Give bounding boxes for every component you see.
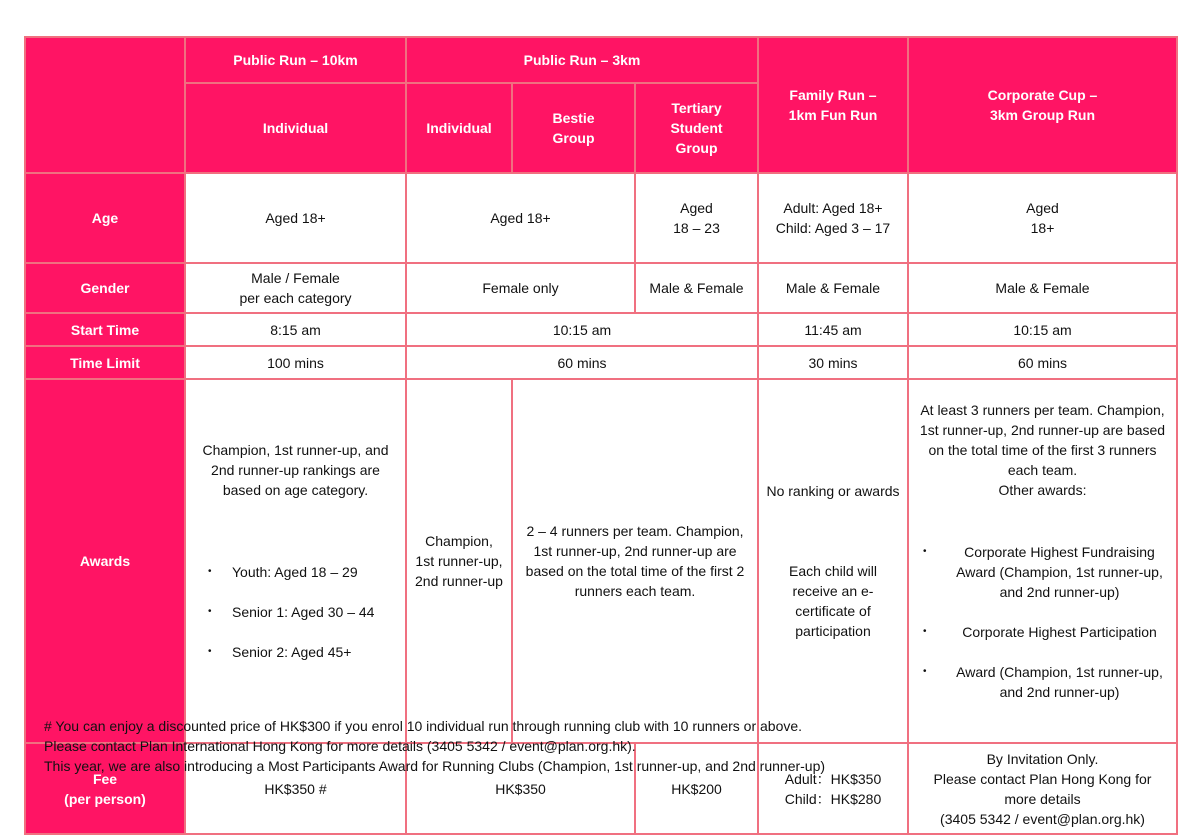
table-row xyxy=(25,346,1177,379)
limit-corporate: 60 mins xyxy=(908,346,1177,379)
fee-tertiary: HK$200 xyxy=(635,743,758,834)
fee-10km: HK$350 # xyxy=(185,743,406,834)
header-public-run-10km: Public Run – 10km xyxy=(185,37,406,83)
list-item: • Corporate Highest Fundraising Award (Champion, 1st runner-up, and 2nd runner-up) xyxy=(919,542,1172,602)
footnote-contact: Please contact Plan International Hong Kong for more details (3405 5342 / event@plan.org.hk). xyxy=(44,738,636,754)
limit-3km: 60 mins xyxy=(406,346,758,379)
row-label-time-limit: Time Limit xyxy=(25,346,185,379)
footnote-discount: # You can enjoy a discounted price of HK$300 if you enrol 10 individual run through running club with 10 runners or above. xyxy=(44,718,803,734)
corner-header-cell xyxy=(25,37,185,173)
fee-family: Adult：HK$350 Child：HK$280 xyxy=(758,743,908,834)
gender-tertiary: Male & Female xyxy=(635,263,758,313)
header-public-run-3km: Public Run – 3km xyxy=(406,37,758,83)
start-10km: 8:15 am xyxy=(185,313,406,346)
awards-family xyxy=(758,379,908,743)
footnote-running-clubs: This year, we are also introducing a Most Participants Award for Running Clubs (Champion, 1st runner-up, and 2nd runner-up) xyxy=(44,758,826,774)
age-3km: Aged 18+ xyxy=(406,173,635,263)
row-label-awards: Awards xyxy=(25,379,185,743)
table-row xyxy=(25,263,1177,313)
gender-3km: Female only xyxy=(406,263,635,313)
awards-individual-3km: Champion, 1st runner-up, 2nd runner-up xyxy=(406,379,512,743)
awards-group-3km: 2 – 4 runners per team. Champion, 1st runner-up, 2nd runner-up are based on the total time of the first 2 runners each team. xyxy=(512,379,758,743)
footnotes xyxy=(44,716,825,776)
age-category-list xyxy=(204,542,401,682)
age-tertiary: Aged 18 – 23 xyxy=(635,173,758,263)
list-item: • Youth: Aged 18 – 29 xyxy=(204,562,401,582)
fee-3km: HK$350 xyxy=(406,743,635,834)
awards-family-no-ranking: No ranking or awards xyxy=(766,483,900,499)
age-10km: Aged 18+ xyxy=(185,173,406,263)
start-3km: 10:15 am xyxy=(406,313,758,346)
gender-10km: Male / Female per each category xyxy=(185,263,406,313)
limit-10km: 100 mins xyxy=(185,346,406,379)
gender-family: Male & Female xyxy=(758,263,908,313)
header-family-run: Family Run – 1km Fun Run xyxy=(758,37,908,173)
subheader-tertiary-student-group: Tertiary Student Group xyxy=(635,83,758,173)
subheader-individual-10km: Individual xyxy=(185,83,406,173)
fee-corporate: By Invitation Only. Please contact Plan Hong Kong for more details (3405 5342 / event@plan.org.hk) xyxy=(908,743,1177,834)
awards-corporate xyxy=(908,379,1177,743)
list-item: • Senior 1: Aged 30 – 44 xyxy=(204,602,401,622)
limit-family: 30 mins xyxy=(758,346,908,379)
row-label-age: Age xyxy=(25,173,185,263)
row-label-fee: Fee (per person) xyxy=(25,743,185,834)
age-corporate: Aged 18+ xyxy=(908,173,1177,263)
table-row xyxy=(25,379,1177,743)
list-item: • Corporate Highest Participation xyxy=(919,622,1172,642)
start-corporate: 10:15 am xyxy=(908,313,1177,346)
subheader-individual-3km: Individual xyxy=(406,83,512,173)
subheader-bestie-group: Bestie Group xyxy=(512,83,635,173)
start-family: 11:45 am xyxy=(758,313,908,346)
gender-corporate: Male & Female xyxy=(908,263,1177,313)
row-label-gender: Gender xyxy=(25,263,185,313)
list-item: • Award (Champion, 1st runner-up, and 2nd runner-up) xyxy=(919,662,1172,702)
corporate-awards-list xyxy=(919,522,1172,722)
awards-family-certificate: Each child will receive an e- certificate of participation xyxy=(789,563,877,639)
awards-10km-intro: Champion, 1st runner-up, and 2nd runner-up rankings are based on age category. xyxy=(202,442,389,498)
table-row xyxy=(25,173,1177,263)
awards-corporate-intro: At least 3 runners per team. Champion, 1st runner-up, 2nd runner-up are based on the total time of the first 3 runners each team. Other awards: xyxy=(919,402,1166,498)
header-corporate-cup: Corporate Cup – 3km Group Run xyxy=(908,37,1177,173)
table-row xyxy=(25,313,1177,346)
awards-10km xyxy=(185,379,406,743)
age-family: Adult: Aged 18+ Child: Aged 3 – 17 xyxy=(758,173,908,263)
list-item: • Senior 2: Aged 45+ xyxy=(204,642,401,662)
row-label-start-time: Start Time xyxy=(25,313,185,346)
